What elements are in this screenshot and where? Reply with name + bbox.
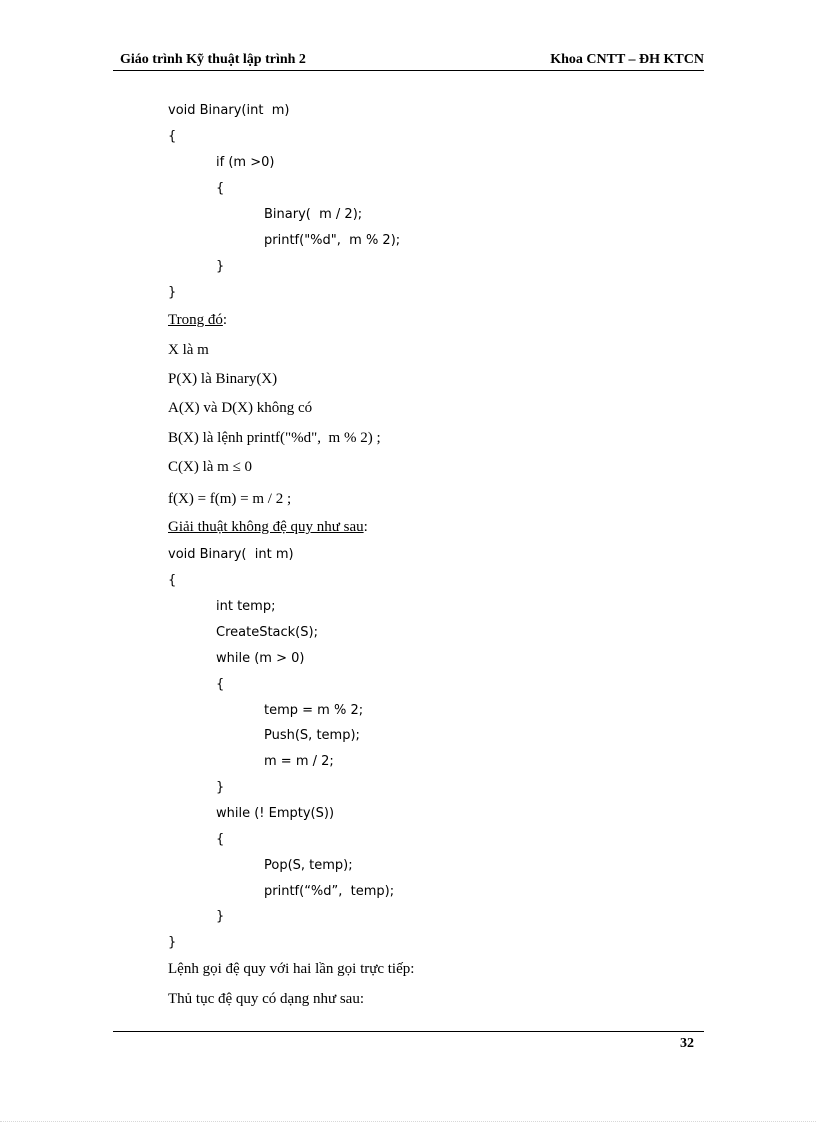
section-label-trong-do	[168, 311, 227, 329]
code-line: }	[216, 780, 225, 795]
section-label-text: Giải thuật không đệ quy như sau	[168, 519, 364, 535]
text-line: A(X) và D(X) không có	[168, 400, 313, 416]
code-line: }	[168, 935, 177, 950]
code-line: }	[168, 285, 177, 300]
text-line: f(X) = f(m) = m / 2 ;	[168, 491, 292, 507]
page-number: 32	[680, 1036, 694, 1051]
code-line: {	[216, 832, 225, 847]
code-line: printf(“%d”, temp);	[264, 884, 395, 899]
text-line: B(X) là lệnh printf("%d", m % 2) ;	[168, 430, 381, 446]
code-line: Push(S, temp);	[264, 728, 360, 743]
header-course-title: Giáo trình Kỹ thuật lập trình 2	[120, 52, 306, 67]
code-line: {	[216, 181, 225, 196]
code-line: while (m > 0)	[216, 651, 305, 666]
code-line: {	[216, 677, 225, 692]
page-header	[113, 52, 704, 71]
code-line: if (m >0)	[216, 155, 275, 170]
code-line: {	[168, 129, 177, 144]
text-line: Thủ tục đệ quy có dạng như sau:	[168, 991, 365, 1007]
code-line: temp = m % 2;	[264, 703, 364, 718]
code-line: int temp;	[216, 599, 276, 614]
header-faculty: Khoa CNTT – ĐH KTCN	[550, 52, 704, 67]
text-line: Lệnh gọi đệ quy với hai lần gọi trực tiếp:	[168, 961, 415, 977]
code-line: Binary( m / 2);	[264, 207, 363, 222]
section-label-colon: :	[363, 519, 368, 535]
footer-divider	[113, 1031, 704, 1032]
section-label-text: Trong đó	[168, 312, 223, 328]
text-line: P(X) là Binary(X)	[168, 371, 278, 387]
text-line: X là m	[168, 342, 209, 358]
section-label-giai-thuat	[168, 518, 368, 536]
code-line: Pop(S, temp);	[264, 858, 353, 873]
code-line: CreateStack(S);	[216, 625, 318, 640]
section-label-colon: :	[222, 312, 228, 328]
code-line: while (! Empty(S))	[216, 806, 335, 821]
code-line: void Binary( int m)	[168, 547, 294, 562]
code-line: void Binary(int m)	[168, 103, 290, 118]
code-line: m = m / 2;	[264, 754, 334, 769]
code-line: printf("%d", m % 2);	[264, 233, 401, 248]
page-edge-divider	[0, 1121, 816, 1122]
code-line: }	[216, 909, 225, 924]
text-line: C(X) là m ≤ 0	[168, 459, 253, 475]
code-line: {	[168, 573, 177, 588]
code-line: }	[216, 259, 225, 274]
